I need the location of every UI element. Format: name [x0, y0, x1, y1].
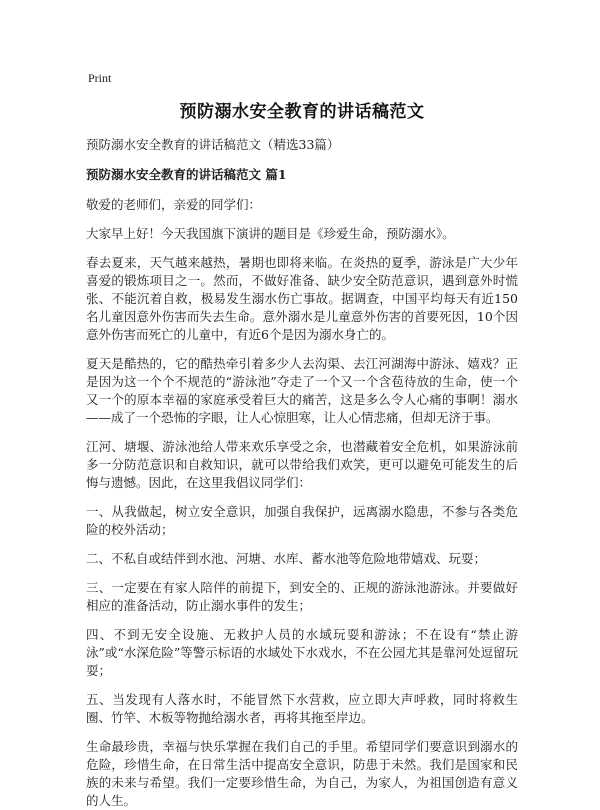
paragraph-item-5: 五、当发现有人落水时，不能冒然下水营救，应立即大声呼救，同时将救生圈、竹竿、木板等物抛给溺水者，再将其拖至岸边。 [86, 692, 518, 725]
paragraph-item-2: 二、不私自或结伴到水池、河塘、水库、蓄水池等危险地带嬉戏、玩耍； [86, 551, 487, 566]
paragraph-item-1: 一、从我做起，树立安全意识，加强自我保护，远离溺水隐患，不参与各类危险的校外活动； [86, 504, 518, 537]
document-subtitle: 预防溺水安全教育的讲话稿范文（精选33篇） [86, 137, 340, 152]
print-link[interactable]: Print [88, 71, 112, 85]
paragraph-item-3: 三、一定要在有家人陪伴的前提下，到安全的、正规的游泳池游泳。并要做好相应的准备活动，防止溺水事件的发生； [86, 580, 518, 613]
document-title: 预防溺水安全教育的讲话稿范文 [179, 102, 425, 122]
paragraph-conclusion: 生命最珍贵，幸福与快乐掌握在我们自己的手里。希望同学们要意识到溺水的危险，珍惜生命，在日常生活中提高安全意识，防患于未然。我们是国家和民族的未来与希望。我们一定要珍惜生命，为自己，为家人，为祖国创造有意义的人生。 [86, 739, 518, 808]
paragraph-item-4: 四、不到无安全设施、无救护人员的水域玩耍和游泳；不在设有“禁止游泳”或“水深危险”等警示标语的水域处下水戏水，不在公园尤其是靠河处逗留玩耍； [86, 627, 518, 678]
paragraph-greeting: 敬爱的老师们，亲爱的同学们： [86, 197, 262, 212]
paragraph-summer: 夏天是酷热的，它的酷热牵引着多少人去沟渠、去江河湖海中游泳、嬉戏？正是因为这一个个不规范的“游泳池”夺走了一个又一个含苞待放的生命，使一个又一个的原本幸福的家庭承受着巨大的痛苦，这是多么令人心痛的事啊！溺水——成了一个恐怖的字眼，让人心惊胆寒，让人心情悲痛，但却无济于事。 [86, 356, 518, 425]
paragraph-intro: 大家早上好！今天我国旗下演讲的题目是《珍爱生命，预防溺水》。 [86, 226, 455, 241]
paragraph-proposal: 江河、塘堰、游泳池给人带来欢乐享受之余，也潜藏着安全危机，如果游泳前多一分防范意识和自救知识，就可以带给我们欢笑，更可以避免可能发生的后悔与遗憾。因此，在这里我倡议同学们： [86, 439, 518, 490]
section-heading: 预防溺水安全教育的讲话稿范文 篇1 [86, 167, 287, 182]
paragraph-background: 春去夏来，天气越来越热，暑期也即将来临。在炎热的夏季，游泳是广大少年喜爱的锻炼项目之一。然而，不做好准备、缺少安全防范意识，遇到意外时慌张、不能沉着自救，极易发生溺水伤亡事故。据调查，中国平均每天有近150名儿童因意外伤害而失去生命。意外溺水是儿童意外伤害的首要死因，10个因意外伤害而死亡的儿童中，有近6个是因为溺水身亡的。 [86, 255, 518, 342]
